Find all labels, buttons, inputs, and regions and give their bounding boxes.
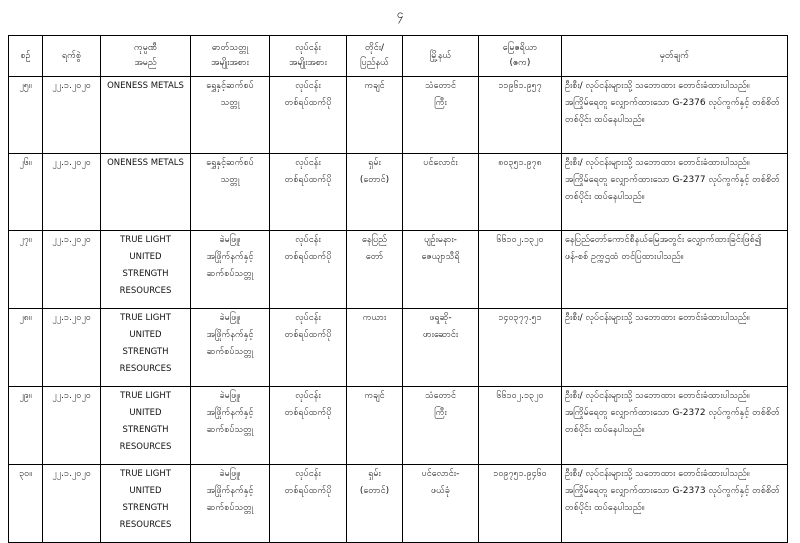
cell-business-type: လုပ်ငန်း တစ်ရပ်ထက်ပို <box>270 387 347 465</box>
header-date: ရက်စွဲ <box>43 36 101 77</box>
header-township: မြို့နယ် <box>403 36 479 77</box>
table-row <box>9 77 788 154</box>
table-row <box>9 154 788 231</box>
cell-area: ၁၀၉၇၅၁.၉၄၆၀ <box>479 465 562 543</box>
header-mineral: ဓာတ်သတ္တု အမျိုးအစား <box>191 36 270 77</box>
cell-business-type: လုပ်ငန်း တစ်ရပ်ထက်ပို <box>270 231 347 309</box>
table-row <box>9 231 788 309</box>
cell-region: ရှမ်း (တောင်) <box>347 465 403 543</box>
table-row <box>9 309 788 387</box>
cell-area: ၁၁၉၆၁.၉၅၇ <box>479 77 562 154</box>
page-number: ၄ <box>396 7 404 21</box>
cell-date: ၂၂.၁.၂၀၂၀ <box>43 154 101 231</box>
cell-township: ဖရူဆို- ဖားဆောင်း <box>403 309 479 387</box>
cell-date: ၂၂.၁.၂၀၂၀ <box>43 309 101 387</box>
cell-region: ရှမ်း (တောင်) <box>347 154 403 231</box>
cell-business-type: လုပ်ငန်း တစ်ရပ်ထက်ပို <box>270 154 347 231</box>
header-area: မြေဧရိယာ (ဧက) <box>479 36 562 77</box>
cell-mineral: ရွှေနှင့်ဆက်စပ် သတ္တု <box>191 77 270 154</box>
cell-mineral: ခဲမဖြူ၊ အဖြိုက်နက်နှင့် ဆက်စပ်သတ္တု <box>191 387 270 465</box>
cell-township: ပျဉ်းမနား- ဇေယျာသီရိ <box>403 231 479 309</box>
cell-business-type: လုပ်ငန်း တစ်ရပ်ထက်ပို <box>270 465 347 543</box>
cell-region: ကချင် <box>347 387 403 465</box>
table-row <box>9 465 788 543</box>
cell-remarks: ဦးစီး/ လုပ်ငန်းများသို့ သဘောထား တောင်းခံထားပါသည်။ အကြိုမ်ရေတူ လျှောက်ထားသော G-2372 လုပ်ကွက်နှင့် တစ်စိတ် တစ်ပိုင်း ထပ်နေပါသည်။ <box>562 387 788 465</box>
cell-remarks: ဦးစီး/ လုပ်ငန်းများသို့ သဘောထား တောင်းခံထားပါသည်။ အကြိုမ်ရေတူ လျှောက်ထားသော G-2376 လုပ်ကွက်နှင့် တစ်စိတ် တစ်ပိုင်း ထပ်နေပါသည်။ <box>562 77 788 154</box>
cell-company: TRUE LIGHT UNITED STRENGTH RESOURCES <box>101 309 191 387</box>
cell-date: ၂၂.၁.၂၀၂၀ <box>43 231 101 309</box>
license-application-table <box>8 35 788 543</box>
cell-company: ONENESS METALS <box>101 154 191 231</box>
cell-region: ကယား <box>347 309 403 387</box>
cell-business-type: လုပ်ငန်း တစ်ရပ်ထက်ပို <box>270 309 347 387</box>
cell-mineral: ရွှေနှင့်ဆက်စပ် သတ္တု <box>191 154 270 231</box>
cell-company: TRUE LIGHT UNITED STRENGTH RESOURCES <box>101 231 191 309</box>
cell-township: သံတောင် ကြီး <box>403 77 479 154</box>
cell-company: TRUE LIGHT UNITED STRENGTH RESOURCES <box>101 387 191 465</box>
cell-township: ပင်လောင်း- ဖယ်ခုံ <box>403 465 479 543</box>
cell-serial: ၂၈။ <box>9 309 43 387</box>
cell-area: ၆၆၁၀၂.၁၃၂၀ <box>479 231 562 309</box>
table-row <box>9 387 788 465</box>
cell-serial: ၂၅။ <box>9 77 43 154</box>
cell-serial: ၃၀။ <box>9 465 43 543</box>
header-remarks: မှတ်ချက် <box>562 36 788 77</box>
cell-mineral: ခဲမဖြူ၊ အဖြိုက်နက်နှင့် ဆက်စပ်သတ္တု <box>191 231 270 309</box>
cell-township: သံတောင် ကြီး <box>403 387 479 465</box>
cell-company: TRUE LIGHT UNITED STRENGTH RESOURCES <box>101 465 191 543</box>
cell-remarks: နေပြည်တော်ကောင်စီနယ်မြေအတွင်း လျှောက်ထားခြင်းဖြစ်၍ ဖန်-စစ် ဥက္ကဌထံ တင်ပြထားပါသည်။ <box>562 231 788 309</box>
cell-area: ၆၆၁၀၂.၁၃၂၀ <box>479 387 562 465</box>
cell-business-type: လုပ်ငန်း တစ်ရပ်ထက်ပို <box>270 77 347 154</box>
table-header-row <box>9 36 788 77</box>
cell-company: ONENESS METALS <box>101 77 191 154</box>
cell-remarks: ဦးစီး/ လုပ်ငန်းများသို့ သဘောထား တောင်းခံထားပါသည်။ <box>562 309 788 387</box>
cell-area: ၁၄၀၃၇၇.၅၁ <box>479 309 562 387</box>
cell-region: ကချင် <box>347 77 403 154</box>
cell-area: ၈၀၃၅၁.၉၇၈ <box>479 154 562 231</box>
cell-date: ၂၂.၁.၂၀၂၀ <box>43 465 101 543</box>
cell-date: ၂၂.၁.၂၀၂၀ <box>43 77 101 154</box>
header-region: တိုင်း/ ပြည်နယ် <box>347 36 403 77</box>
header-business-type: လုပ်ငန်း အမျိုးအစား <box>270 36 347 77</box>
cell-remarks: ဦးစီး/ လုပ်ငန်းများသို့ သဘောထား တောင်းခံထားပါသည်။ အကြိုမ်ရေတူ လျှောက်ထားသော G-2377 လုပ်ကွက်နှင့် တစ်စိတ် တစ်ပိုင်း ထပ်နေပါသည်။ <box>562 154 788 231</box>
header-company: ကုမ္ပဏီ အမည် <box>101 36 191 77</box>
cell-serial: ၂၉။ <box>9 387 43 465</box>
cell-mineral: ခဲမဖြူ၊ အဖြိုက်နက်နှင့် ဆက်စပ်သတ္တု <box>191 465 270 543</box>
cell-region: နေပြည် တော် <box>347 231 403 309</box>
cell-serial: ၂၇။ <box>9 231 43 309</box>
cell-remarks: ဦးစီး/ လုပ်ငန်းများသို့ သဘောထား တောင်းခံထားပါသည်။ အကြိုမ်ရေတူ လျှောက်ထားသော G-2373 လုပ်ကွက်နှင့် တစ်စိတ် တစ်ပိုင်း ထပ်နေပါသည်။ <box>562 465 788 543</box>
cell-mineral: ခဲမဖြူ၊ အဖြိုက်နက်နှင့် ဆက်စပ်သတ္တု <box>191 309 270 387</box>
cell-township: ပင်လောင်း <box>403 154 479 231</box>
header-serial: စဉ် <box>9 36 43 77</box>
cell-serial: ၂၆။ <box>9 154 43 231</box>
cell-date: ၂၂.၁.၂၀၂၀ <box>43 387 101 465</box>
